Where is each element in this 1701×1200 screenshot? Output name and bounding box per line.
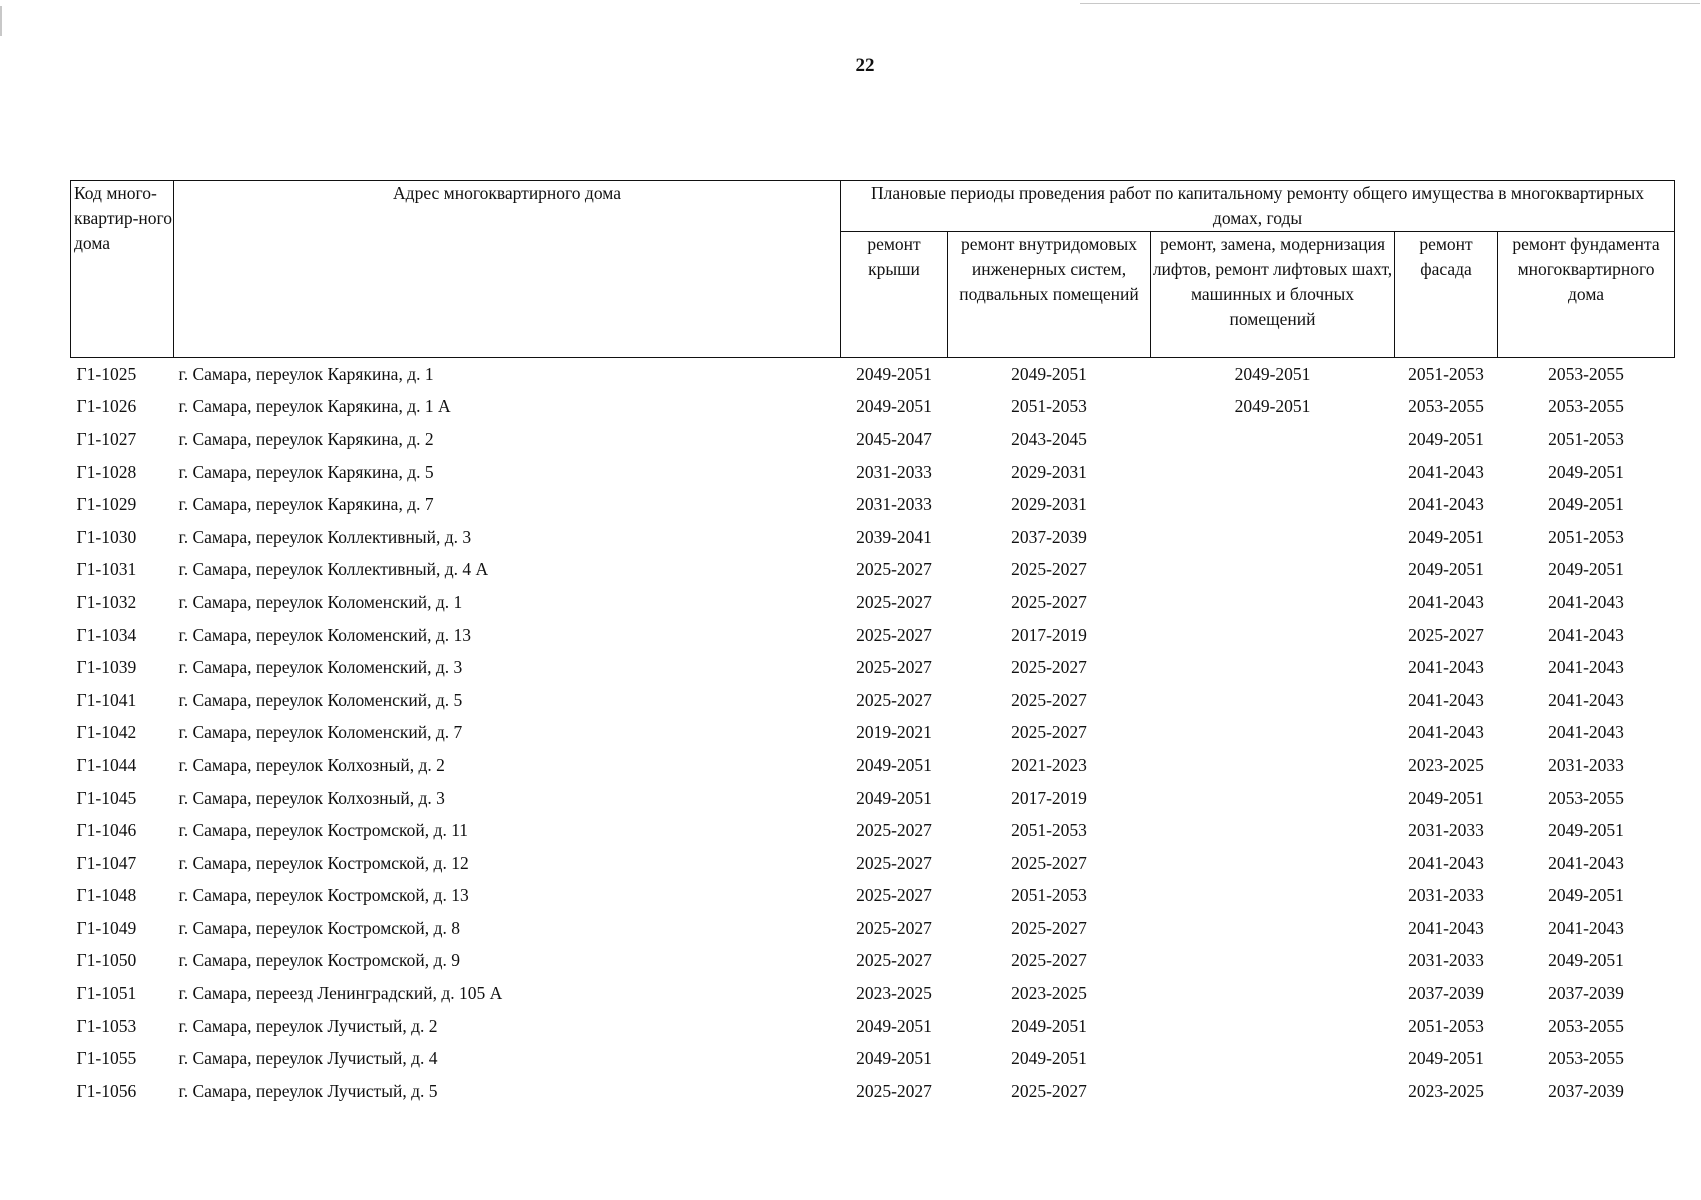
cell-facade: 2051-2053 <box>1408 1015 1484 1036</box>
cell-roof: 2025-2027 <box>856 657 932 678</box>
cell-facade: 2041-2043 <box>1408 852 1484 873</box>
cell-lifts <box>1151 619 1395 652</box>
cell-roof: 2025-2027 <box>856 689 932 710</box>
cell-roof: 2025-2027 <box>856 624 932 645</box>
header-facade: ремонт фасада <box>1395 232 1498 358</box>
cell-roof: 2025-2027 <box>856 820 932 841</box>
cell-foundation: 2049-2051 <box>1548 950 1624 971</box>
cell-engineering: 2021-2023 <box>1011 754 1087 775</box>
cell-foundation: 2049-2051 <box>1548 559 1624 580</box>
cell-engineering: 2049-2051 <box>1011 1048 1087 1069</box>
cell-roof: 2025-2027 <box>856 591 932 612</box>
cell-address: г. Самара, переулок Колхозный, д. 3 <box>178 787 445 808</box>
cell-code: Г1-1028 <box>76 461 137 482</box>
cell-roof: 2025-2027 <box>856 559 932 580</box>
cell-foundation: 2053-2055 <box>1548 787 1624 808</box>
cell-lifts <box>1151 782 1395 815</box>
cell-lifts <box>1151 1042 1395 1075</box>
cell-facade: 2049-2051 <box>1408 787 1484 808</box>
table-body <box>71 358 1675 1108</box>
cell-roof: 2025-2027 <box>856 950 932 971</box>
cell-roof: 2039-2041 <box>856 526 932 547</box>
cell-foundation: 2031-2033 <box>1548 754 1624 775</box>
cell-lifts <box>1151 977 1395 1010</box>
cell-engineering: 2025-2027 <box>1011 950 1087 971</box>
cell-foundation: 2041-2043 <box>1548 689 1624 710</box>
table-row <box>71 1042 1675 1075</box>
cell-foundation: 2037-2039 <box>1548 1080 1624 1101</box>
cell-address: г. Самара, переулок Лучистый, д. 2 <box>178 1015 438 1036</box>
cell-address: г. Самара, переулок Коломенский, д. 5 <box>178 689 463 710</box>
table-row <box>71 586 1675 619</box>
table-row <box>71 456 1675 489</box>
cell-address: г. Самара, переезд Ленинградский, д. 105 А <box>178 983 503 1004</box>
cell-engineering: 2025-2027 <box>1011 917 1087 938</box>
cell-roof: 2025-2027 <box>856 1080 932 1101</box>
cell-facade: 2041-2043 <box>1408 591 1484 612</box>
cell-engineering: 2017-2019 <box>1011 624 1087 645</box>
cell-engineering: 2025-2027 <box>1011 852 1087 873</box>
cell-address: г. Самара, переулок Лучистый, д. 4 <box>178 1048 438 1069</box>
cell-lifts <box>1151 423 1395 456</box>
cell-roof: 2049-2051 <box>856 787 932 808</box>
cell-engineering: 2025-2027 <box>1011 657 1087 678</box>
cell-address: г. Самара, переулок Костромской, д. 11 <box>178 820 469 841</box>
cell-address: г. Самара, переулок Коллективный, д. 4 А <box>178 559 489 580</box>
table-row <box>71 814 1675 847</box>
table-row <box>71 749 1675 782</box>
cell-roof: 2045-2047 <box>856 428 932 449</box>
cell-lifts: 2049-2051 <box>1234 363 1311 384</box>
cell-code: Г1-1055 <box>76 1048 137 1069</box>
cell-facade: 2041-2043 <box>1408 461 1484 482</box>
cell-foundation: 2041-2043 <box>1548 624 1624 645</box>
table-row <box>71 358 1675 391</box>
cell-address: г. Самара, переулок Лучистый, д. 5 <box>178 1080 438 1101</box>
cell-roof: 2049-2051 <box>856 754 932 775</box>
header-engineering: ремонт внутридомовых инженерных систем, подвальных помещений <box>948 232 1151 358</box>
cell-facade: 2023-2025 <box>1408 1080 1484 1101</box>
cell-roof: 2049-2051 <box>856 1015 932 1036</box>
cell-code: Г1-1056 <box>76 1080 137 1101</box>
cell-address: г. Самара, переулок Колхозный, д. 2 <box>178 754 445 775</box>
cell-code: Г1-1050 <box>76 950 137 971</box>
table-row <box>71 619 1675 652</box>
cell-address: г. Самара, переулок Карякина, д. 1 А <box>178 396 451 417</box>
cell-roof: 2019-2021 <box>856 722 932 743</box>
header-address: Адрес многоквартирного дома <box>174 181 841 358</box>
cell-foundation: 2053-2055 <box>1548 396 1624 417</box>
table-row <box>71 488 1675 521</box>
table-row <box>71 391 1675 424</box>
cell-foundation: 2041-2043 <box>1548 852 1624 873</box>
cell-address: г. Самара, переулок Костромской, д. 12 <box>178 852 469 873</box>
cell-engineering: 2037-2039 <box>1011 526 1087 547</box>
repair-schedule-table <box>70 180 1675 1108</box>
table-row <box>71 1075 1675 1108</box>
cell-facade: 2053-2055 <box>1408 396 1484 417</box>
page-number: 22 <box>855 55 875 76</box>
header-lifts: ремонт, замена, модернизация лифтов, ремонт лифтовых шахт, машинных и блочных помещений <box>1151 232 1395 358</box>
cell-lifts <box>1151 1010 1395 1043</box>
cell-lifts <box>1151 912 1395 945</box>
cell-lifts <box>1151 488 1395 521</box>
cell-facade: 2049-2051 <box>1408 428 1484 449</box>
cell-facade: 2023-2025 <box>1408 754 1484 775</box>
cell-foundation: 2051-2053 <box>1548 526 1624 547</box>
table-row <box>71 684 1675 717</box>
cell-engineering: 2049-2051 <box>1011 363 1087 384</box>
cell-lifts <box>1151 1075 1395 1108</box>
cell-foundation: 2049-2051 <box>1548 461 1624 482</box>
table-row <box>71 651 1675 684</box>
cell-lifts <box>1151 521 1395 554</box>
cell-code: Г1-1032 <box>76 591 137 612</box>
cell-code: Г1-1053 <box>76 1015 137 1036</box>
cell-roof: 2049-2051 <box>856 1048 932 1069</box>
cell-engineering: 2025-2027 <box>1011 689 1087 710</box>
cell-address: г. Самара, переулок Карякина, д. 7 <box>178 494 434 515</box>
cell-code: Г1-1031 <box>76 559 137 580</box>
cell-roof: 2031-2033 <box>856 461 932 482</box>
cell-engineering: 2043-2045 <box>1011 428 1087 449</box>
cell-roof: 2049-2051 <box>856 396 932 417</box>
table-row <box>71 554 1675 587</box>
cell-facade: 2037-2039 <box>1408 983 1484 1004</box>
table-row <box>71 945 1675 978</box>
table-row <box>71 521 1675 554</box>
cell-facade: 2031-2033 <box>1408 820 1484 841</box>
table-row <box>71 880 1675 913</box>
table-row <box>71 782 1675 815</box>
cell-foundation: 2037-2039 <box>1548 983 1624 1004</box>
cell-roof: 2025-2027 <box>856 917 932 938</box>
cell-facade: 2051-2053 <box>1408 363 1484 384</box>
cell-facade: 2031-2033 <box>1408 885 1484 906</box>
cell-address: г. Самара, переулок Коллективный, д. 3 <box>178 526 472 547</box>
cell-facade: 2041-2043 <box>1408 917 1484 938</box>
cell-roof: 2031-2033 <box>856 494 932 515</box>
cell-facade: 2049-2051 <box>1408 559 1484 580</box>
cell-lifts <box>1151 814 1395 847</box>
cell-foundation: 2049-2051 <box>1548 494 1624 515</box>
cell-foundation: 2041-2043 <box>1548 657 1624 678</box>
cell-code: Г1-1030 <box>76 526 137 547</box>
cell-facade: 2049-2051 <box>1408 526 1484 547</box>
cell-roof: 2023-2025 <box>856 983 932 1004</box>
table-header <box>71 181 1675 358</box>
cell-foundation: 2041-2043 <box>1548 591 1624 612</box>
cell-code: Г1-1048 <box>76 885 137 906</box>
cell-foundation: 2041-2043 <box>1548 917 1624 938</box>
cell-lifts <box>1151 880 1395 913</box>
cell-facade: 2025-2027 <box>1408 624 1484 645</box>
cell-engineering: 2017-2019 <box>1011 787 1087 808</box>
cell-address: г. Самара, переулок Коломенский, д. 7 <box>178 722 463 743</box>
cell-lifts <box>1151 847 1395 880</box>
cell-lifts <box>1151 749 1395 782</box>
cell-code: Г1-1051 <box>76 983 137 1004</box>
cell-address: г. Самара, переулок Карякина, д. 5 <box>178 461 434 482</box>
header-planned-periods: Плановые периоды проведения работ по капитальному ремонту общего имущества в многоквартирных домах, годы <box>841 181 1675 232</box>
cell-engineering: 2025-2027 <box>1011 591 1087 612</box>
cell-lifts: 2049-2051 <box>1234 396 1311 417</box>
cell-foundation: 2041-2043 <box>1548 722 1624 743</box>
cell-engineering: 2051-2053 <box>1011 396 1087 417</box>
scan-edge-mark <box>1080 3 1700 4</box>
table-row <box>71 717 1675 750</box>
table-row <box>71 977 1675 1010</box>
cell-foundation: 2053-2055 <box>1548 1015 1624 1036</box>
cell-lifts <box>1151 717 1395 750</box>
cell-lifts <box>1151 651 1395 684</box>
table-row <box>71 912 1675 945</box>
table-row <box>71 1010 1675 1043</box>
cell-roof: 2025-2027 <box>856 885 932 906</box>
cell-engineering: 2049-2051 <box>1011 1015 1087 1036</box>
cell-code: Г1-1049 <box>76 917 137 938</box>
cell-code: Г1-1042 <box>76 722 137 743</box>
cell-lifts <box>1151 945 1395 978</box>
cell-code: Г1-1029 <box>76 494 137 515</box>
header-code: Код много-квартир-ного дома <box>71 181 174 358</box>
cell-facade: 2031-2033 <box>1408 950 1484 971</box>
cell-address: г. Самара, переулок Костромской, д. 8 <box>178 917 460 938</box>
cell-code: Г1-1025 <box>76 363 137 384</box>
cell-roof: 2025-2027 <box>856 852 932 873</box>
cell-engineering: 2029-2031 <box>1011 494 1087 515</box>
cell-facade: 2049-2051 <box>1408 1048 1484 1069</box>
cell-facade: 2041-2043 <box>1408 494 1484 515</box>
cell-address: г. Самара, переулок Коломенский, д. 3 <box>178 657 463 678</box>
cell-roof: 2049-2051 <box>856 363 932 384</box>
cell-code: Г1-1047 <box>76 852 137 873</box>
cell-engineering: 2025-2027 <box>1011 722 1087 743</box>
cell-address: г. Самара, переулок Коломенский, д. 13 <box>178 624 472 645</box>
table-row <box>71 847 1675 880</box>
cell-address: г. Самара, переулок Коломенский, д. 1 <box>178 591 463 612</box>
cell-code: Г1-1046 <box>76 820 137 841</box>
cell-foundation: 2049-2051 <box>1548 820 1624 841</box>
cell-address: г. Самара, переулок Карякина, д. 1 <box>178 363 434 384</box>
table-row <box>71 423 1675 456</box>
cell-facade: 2041-2043 <box>1408 722 1484 743</box>
cell-foundation: 2049-2051 <box>1548 885 1624 906</box>
header-roof: ремонт крыши <box>841 232 948 358</box>
cell-foundation: 2053-2055 <box>1548 363 1624 384</box>
cell-code: Г1-1034 <box>76 624 137 645</box>
cell-code: Г1-1041 <box>76 689 137 710</box>
cell-engineering: 2029-2031 <box>1011 461 1087 482</box>
cell-code: Г1-1045 <box>76 787 137 808</box>
cell-engineering: 2051-2053 <box>1011 885 1087 906</box>
scan-edge-mark <box>0 6 2 36</box>
cell-engineering: 2025-2027 <box>1011 559 1087 580</box>
cell-code: Г1-1044 <box>76 754 137 775</box>
cell-facade: 2041-2043 <box>1408 657 1484 678</box>
cell-code: Г1-1026 <box>76 396 137 417</box>
cell-lifts <box>1151 554 1395 587</box>
cell-address: г. Самара, переулок Костромской, д. 13 <box>178 885 469 906</box>
cell-address: г. Самара, переулок Карякина, д. 2 <box>178 428 434 449</box>
cell-engineering: 2051-2053 <box>1011 820 1087 841</box>
cell-facade: 2041-2043 <box>1408 689 1484 710</box>
cell-engineering: 2023-2025 <box>1011 983 1087 1004</box>
cell-lifts <box>1151 684 1395 717</box>
header-foundation: ремонт фундамента многоквартирного дома <box>1498 232 1675 358</box>
cell-code: Г1-1039 <box>76 657 137 678</box>
cell-lifts <box>1151 586 1395 619</box>
cell-foundation: 2053-2055 <box>1548 1048 1624 1069</box>
cell-code: Г1-1027 <box>76 428 137 449</box>
cell-address: г. Самара, переулок Костромской, д. 9 <box>178 950 460 971</box>
cell-foundation: 2051-2053 <box>1548 428 1624 449</box>
cell-engineering: 2025-2027 <box>1011 1080 1087 1101</box>
cell-lifts <box>1151 456 1395 489</box>
